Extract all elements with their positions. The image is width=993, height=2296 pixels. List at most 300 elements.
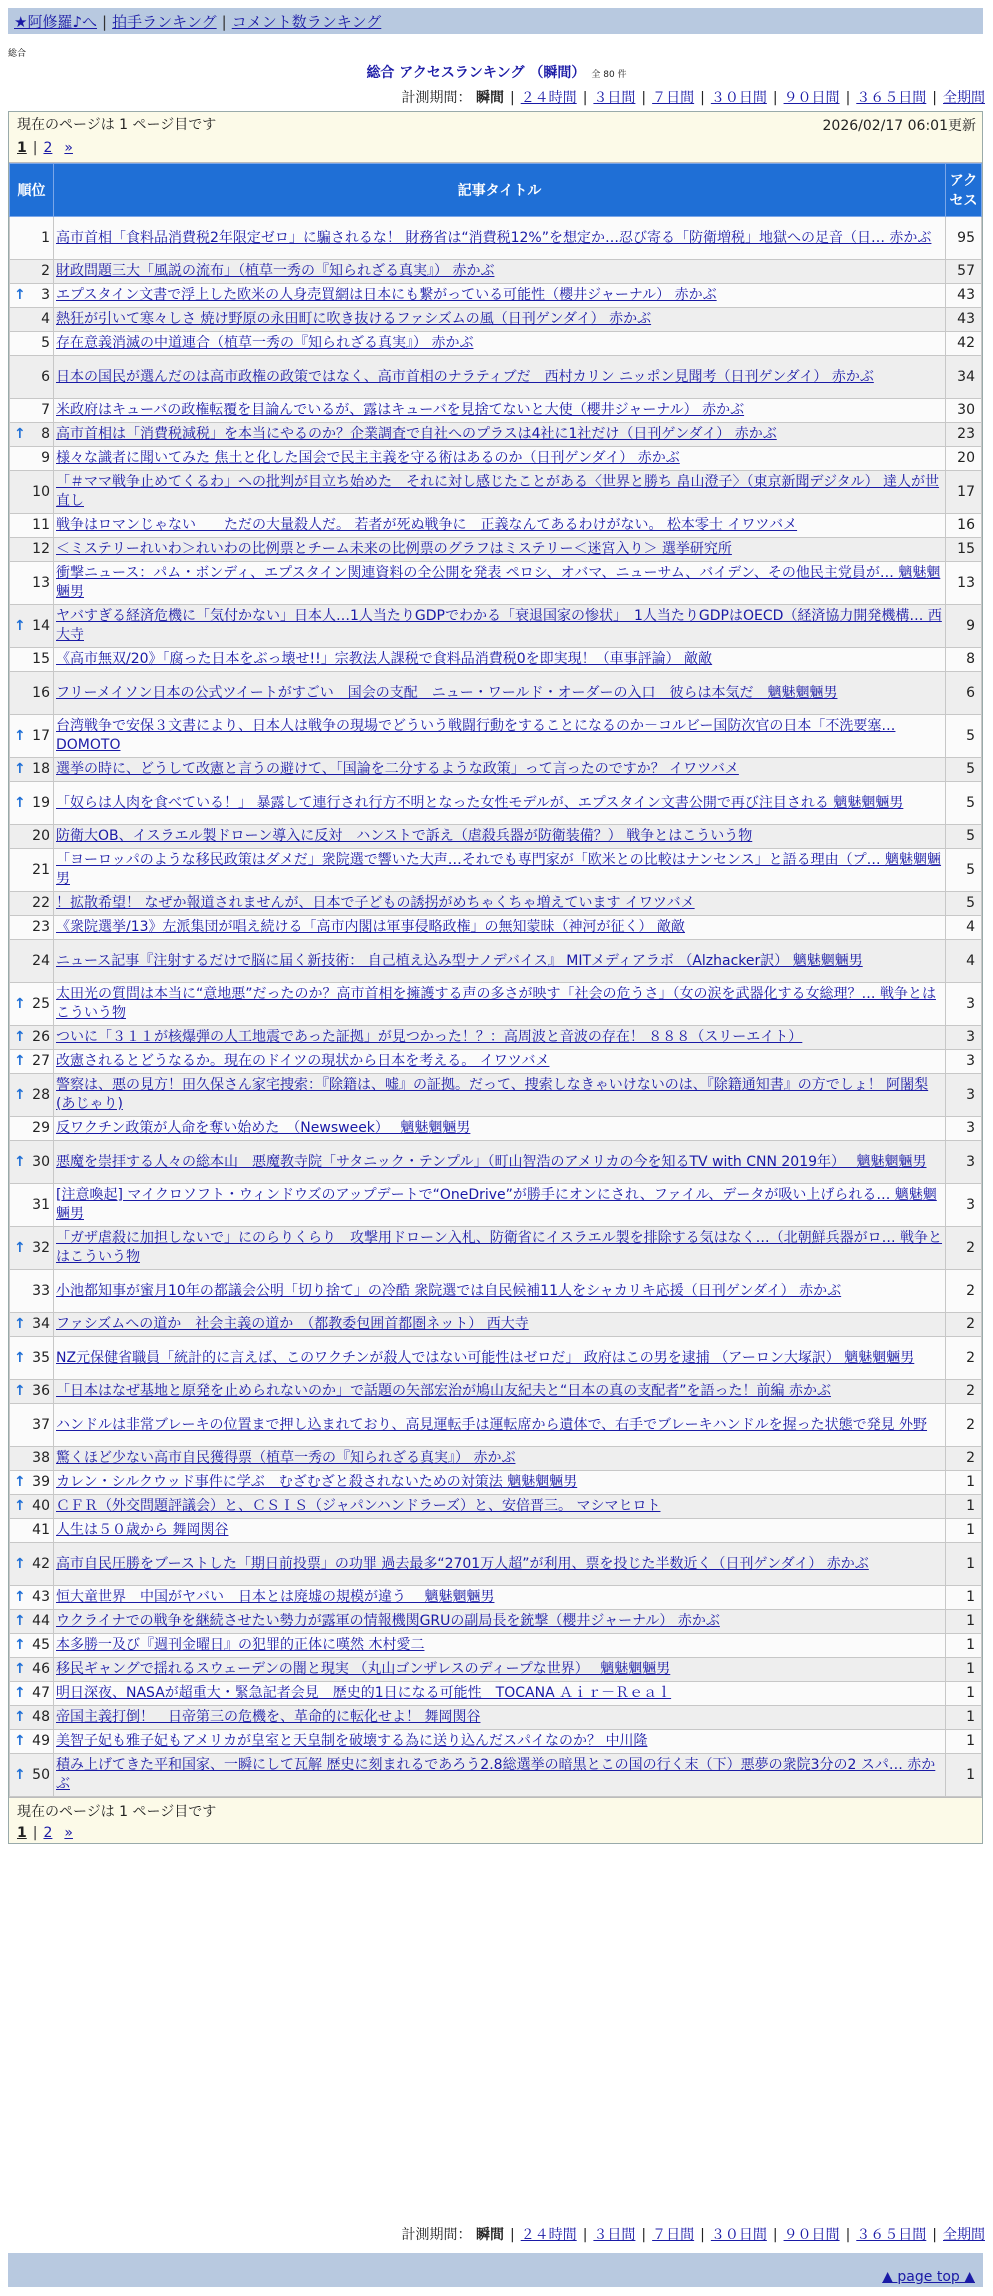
- rank-cell: [10, 399, 54, 423]
- access-count: 17: [946, 471, 982, 514]
- access-count: 1: [946, 1682, 982, 1706]
- access-count: 1: [946, 1519, 982, 1543]
- table-row: [10, 1682, 982, 1706]
- rank-number: 2: [41, 263, 50, 279]
- access-count: 4: [946, 916, 982, 940]
- article-link[interactable]: 小池都知事が蜜月10年の都議会公明「切り捨て」の冷酷 衆院選では自民候補11人をシャカリキ応援（日刊ゲンダイ） 赤かぶ: [56, 1282, 842, 1299]
- article-link[interactable]: 「ヨーロッパのような移民政策はダメだ」衆院選で響いた大声…それでも専門家が「欧米との比較はナンセンス」と語る理由（プ… 魑魅魍魎男: [56, 852, 942, 887]
- arrow-up-icon: ↑: [14, 1474, 26, 1490]
- table-row: [10, 1074, 982, 1117]
- rank-number: 10: [32, 483, 50, 500]
- period-current: 瞬間: [475, 90, 504, 106]
- rank-number: 22: [32, 895, 50, 911]
- table-row: [10, 849, 982, 892]
- article-link[interactable]: ニュース記事『注射するだけで脳に届く新技術： 自己植え込み型ナノデバイス』 MITメディアラボ （Alzhacker訳） 魑魅魍魎男: [56, 952, 863, 969]
- title-cell: [54, 1026, 946, 1050]
- period-link-7d[interactable]: ７日間: [652, 90, 695, 106]
- title-cell: [54, 672, 946, 715]
- rank-cell: [10, 672, 54, 715]
- period-link-all-bottom[interactable]: 全期間: [943, 2227, 985, 2243]
- rank-number: 4: [41, 311, 50, 327]
- article-link[interactable]: 「奴らは人肉を食べている！」 暴露して連行され行方不明となった女性モデルが、エプスタイン文書公開で再び注目される 魑魅魍魎男: [56, 794, 904, 811]
- article-link[interactable]: エプスタイン文書で浮上した欧米の人身売買網は日本にも繋がっている可能性（櫻井ジャーナル） 赤かぶ: [56, 287, 717, 303]
- article-link[interactable]: 「ガザ虐殺に加担しないで」にのらりくらり 攻撃用ドローン入札、防衛省にイスラエル製を排除する気はなく…（北朝鮮兵器がロ… 戦争とはこういう物: [56, 1230, 943, 1265]
- table-row: [10, 1634, 982, 1658]
- rank-number: 34: [32, 1316, 50, 1332]
- title-cell: [54, 1380, 946, 1404]
- article-link[interactable]: 悪魔を崇拝する人々の総本山 悪魔教寺院「サタニック・テンプル」（町山智浩のアメリカの今を知るTV with CNN 2019年） 魑魅魍魎男: [56, 1153, 927, 1170]
- rank-cell: [10, 447, 54, 471]
- access-count: 5: [946, 825, 982, 849]
- pager-top: 1 | 2 »: [17, 140, 73, 156]
- period-link-90d-bottom[interactable]: ９０日間: [783, 2227, 840, 2243]
- rank-number: 8: [41, 426, 50, 442]
- title-cell: [54, 284, 946, 308]
- rank-number: 26: [32, 1029, 50, 1045]
- table-row: [10, 782, 982, 825]
- arrow-up-icon: ↑: [14, 1383, 26, 1399]
- title-cell: [54, 1184, 946, 1227]
- table-row: [10, 1117, 982, 1141]
- rank-number: 3: [41, 287, 50, 303]
- rank-number: 39: [32, 1474, 50, 1490]
- access-count: 3: [946, 1026, 982, 1050]
- article-link[interactable]: 「日本はなぜ基地と原発を止められないのか」で話題の矢部宏治が鳩山友紀夫と“日本の真の支配者”を語った！前編 赤かぶ: [56, 1383, 831, 1399]
- article-link[interactable]: カレン・シルクウッド事件に学ぶ むざむざと殺されないための対策法 魑魅魍魎男: [56, 1474, 578, 1490]
- nav-separator: |: [102, 13, 108, 31]
- ranking-table: [9, 163, 982, 1797]
- page-info-bottom: [9, 1797, 982, 1843]
- table-row: [10, 538, 982, 562]
- title-cell: [54, 1586, 946, 1610]
- table-row: [10, 672, 982, 715]
- rank-number: 43: [32, 1589, 50, 1605]
- table-row: [10, 648, 982, 672]
- title-cell: [54, 1227, 946, 1270]
- article-link[interactable]: 明日深夜、NASAが超重大・緊急記者会見 歴史的1日になる可能性 TOCANA Ａｉｒ－Ｒｅａｌ: [56, 1685, 672, 1701]
- rank-cell: [10, 1658, 54, 1682]
- rank-number: 31: [32, 1196, 50, 1213]
- title-cell: [54, 514, 946, 538]
- title-cell: [54, 1754, 946, 1797]
- period-selector-top: 計測期間： 瞬間 | ２４時間 | ３日間 | ７日間 | ３０日間 | ９０日間 | ３６５日間 | 全期間: [401, 90, 985, 106]
- title-cell: [54, 1519, 946, 1543]
- article-link[interactable]: ヤバすぎる経済危機に「気付かない」日本人…1人当たりGDPでわかる「衰退国家の惨状」 1人当たりGDPはOECD（経済協力開発機構… 西大寺: [56, 608, 942, 643]
- table-row: [10, 356, 982, 399]
- article-link[interactable]: 改憲されるとどうなるか。現在のドイツの現状から日本を考える。 イワツバメ: [56, 1053, 550, 1069]
- rank-number: 38: [32, 1450, 50, 1466]
- access-count: 5: [946, 715, 982, 758]
- title-cell: [54, 1543, 946, 1586]
- nav-link-comment-ranking[interactable]: コメント数ランキング: [231, 13, 382, 31]
- arrow-up-icon: ↑: [14, 1766, 26, 1783]
- title-cell: [54, 1447, 946, 1471]
- article-link[interactable]: 帝国主義打倒！ 日帝第三の危機を、革命的に転化せよ！ 舞岡関谷: [56, 1709, 481, 1725]
- access-count: 2: [946, 1447, 982, 1471]
- access-count: 3: [946, 1141, 982, 1184]
- access-count: 20: [946, 447, 982, 471]
- article-link[interactable]: 熱狂が引いて寒々しさ 焼け野原の永田町に吹き抜けるファシズムの風（日刊ゲンダイ） 赤かぶ: [56, 311, 652, 327]
- article-link[interactable]: 《高市無双/20》「腐った日本をぶっ壊せ!!」宗教法人課税で食料品消費税0を即実現！（車事評論） 敵敵: [56, 651, 713, 667]
- article-link[interactable]: 反ワクチン政策が人命を奪い始めた （Newsweek） 魑魅魍魎男: [56, 1120, 471, 1136]
- rank-number: 19: [32, 794, 50, 811]
- rank-cell: [10, 1634, 54, 1658]
- rank-cell: [10, 1519, 54, 1543]
- access-count: 34: [946, 356, 982, 399]
- table-row: [10, 423, 982, 447]
- title-cell: [54, 916, 946, 940]
- access-count: 9: [946, 605, 982, 648]
- table-row: [10, 715, 982, 758]
- period-link-3d-bottom[interactable]: ３日間: [593, 2227, 636, 2243]
- table-row: [10, 1754, 982, 1797]
- arrow-up-icon: ↑: [14, 426, 26, 442]
- title-cell: [54, 1471, 946, 1495]
- table-row: [10, 758, 982, 782]
- title-cell: [54, 1610, 946, 1634]
- access-count: 3: [946, 1184, 982, 1227]
- table-row: [10, 1447, 982, 1471]
- title-cell: [54, 758, 946, 782]
- rank-cell: [10, 332, 54, 356]
- pager-page-2[interactable]: 2: [43, 140, 53, 156]
- access-count: 2: [946, 1313, 982, 1337]
- article-link[interactable]: 衝撃ニュース：パム・ボンディ、エプスタイン関連資料の全公開を発表 ペロシ、オバマ、ニューサム、バイデン、その他民主党員が… 魑魅魍魎男: [56, 565, 941, 600]
- table-row: [10, 1337, 982, 1380]
- rank-cell: [10, 308, 54, 332]
- page-heading: [0, 62, 993, 82]
- rank-cell: [10, 1730, 54, 1754]
- title-cell: [54, 538, 946, 562]
- table-row: [10, 1610, 982, 1634]
- nav-link-ashura[interactable]: ★阿修羅♪へ: [14, 13, 98, 31]
- rank-number: 46: [32, 1661, 50, 1677]
- rank-cell: [10, 916, 54, 940]
- article-link[interactable]: NZ元保健省職員「統計的に言えば、このワクチンが殺人ではない可能性はゼロだ」 政府はこの男を逮捕 （アーロン大塚訳） 魑魅魍魎男: [56, 1349, 915, 1366]
- rank-cell: [10, 1026, 54, 1050]
- pager-next[interactable]: »: [64, 140, 73, 156]
- arrow-up-icon: ↑: [14, 287, 26, 303]
- article-link[interactable]: ついに「３１１が核爆弾の人工地震であった証拠」が見つかった！？：高周波と音波の存在！ ８８８（スリーエイト）: [56, 1029, 803, 1045]
- period-link-24h[interactable]: ２４時間: [520, 90, 577, 106]
- table-row: [10, 399, 982, 423]
- access-count: 3: [946, 1117, 982, 1141]
- access-count: 3: [946, 1050, 982, 1074]
- access-count: 2: [946, 1270, 982, 1313]
- title-cell: [54, 1141, 946, 1184]
- article-link[interactable]: 様々な識者に聞いてみた 焦土と化した国会で民主主義を守る術はあるのか（日刊ゲンダイ） 赤かぶ: [56, 450, 680, 466]
- access-count: 2: [946, 1227, 982, 1270]
- nav-separator: |: [221, 13, 227, 31]
- table-row: [10, 1026, 982, 1050]
- rank-number: 6: [41, 368, 50, 385]
- access-count: 1: [946, 1706, 982, 1730]
- table-row: [10, 471, 982, 514]
- category-label: 総合: [8, 49, 27, 59]
- access-count: 30: [946, 399, 982, 423]
- table-row: [10, 892, 982, 916]
- article-link[interactable]: 移民ギャングで揺れるスウェーデンの闇と現実 （丸山ゴンザレスのディープな世界） 魑魅魍魎男: [56, 1661, 671, 1677]
- table-header-row: [10, 164, 982, 217]
- article-link[interactable]: 警察は、悪の見方！田久保さん家宅捜索：『除籍は、嘘』の証拠。だって、捜索しなきゃいけないのは、『除籍通知書』の方でしょ！ 阿闍梨(あじゃり): [56, 1077, 929, 1112]
- title-cell: [54, 562, 946, 605]
- article-link[interactable]: 高市自民圧勝をブーストした「期日前投票」の功罪 過去最多“2701万人超”が利用、票を投じた半数近く（日刊ゲンダイ） 赤かぶ: [56, 1555, 869, 1572]
- rank-number: 29: [32, 1120, 50, 1136]
- period-label-bottom: 計測期間：: [401, 2227, 472, 2243]
- arrow-up-icon: ↑: [14, 1316, 26, 1332]
- table-row: [10, 940, 982, 983]
- table-row: [10, 332, 982, 356]
- top-nav-bar: [8, 8, 983, 34]
- rank-cell: [10, 1586, 54, 1610]
- article-link[interactable]: 「＃ママ戦争止めてくるわ」への批判が目立ち始めた それに対し感じたことがある〈世界と勝ち 畠山澄子〉（東京新聞デジタル） 達人が世直し: [56, 474, 940, 509]
- rank-cell: [10, 538, 54, 562]
- title-cell: [54, 332, 946, 356]
- table-row: [10, 217, 982, 260]
- arrow-up-icon: ↑: [14, 727, 26, 744]
- access-count: 1: [946, 1471, 982, 1495]
- rank-cell: [10, 1117, 54, 1141]
- arrow-up-icon: ↑: [14, 617, 26, 634]
- arrow-up-icon: ↑: [14, 1029, 26, 1045]
- nav-link-applause-ranking[interactable]: 拍手ランキング: [112, 13, 217, 31]
- rank-cell: [10, 1471, 54, 1495]
- arrow-up-icon: ↑: [14, 1153, 26, 1170]
- article-link[interactable]: ファシズムへの道か 社会主義の道か （都教委包囲首都圏ネット） 西大寺: [56, 1316, 529, 1332]
- access-count: 1: [946, 1610, 982, 1634]
- title-cell: [54, 1730, 946, 1754]
- article-link[interactable]: 台湾戦争で安保３文書により、日本人は戦争の現場でどういう戦闘行動をすることになるのか－コルビー国防次官の日本「不洗要塞… DOMOTO: [56, 718, 896, 753]
- access-count: 95: [946, 217, 982, 260]
- title-cell: [54, 1404, 946, 1447]
- title-cell: [54, 715, 946, 758]
- rank-cell: [10, 1495, 54, 1519]
- access-count: 3: [946, 983, 982, 1026]
- table-row: [10, 1404, 982, 1447]
- arrow-up-icon: ↑: [14, 1733, 26, 1749]
- table-row: [10, 447, 982, 471]
- access-count: 5: [946, 892, 982, 916]
- page-top-link[interactable]: ▲ page top ▲: [882, 2269, 975, 2285]
- current-page-text: 現在のページは 1 ページ目です: [17, 117, 217, 133]
- access-count: 15: [946, 538, 982, 562]
- article-link[interactable]: 高市首相「食料品消費税2年限定ゼロ」に騙されるな！ 財務省は“消費税12%”を想定か…忍び寄る「防衛増税」地獄への足音（日… 赤かぶ: [56, 229, 932, 246]
- rank-number: 37: [32, 1416, 50, 1433]
- period-link-30d-bottom[interactable]: ３０日間: [710, 2227, 767, 2243]
- rank-cell: [10, 1337, 54, 1380]
- access-count: 23: [946, 423, 982, 447]
- article-link[interactable]: 太田光の質問は本当に“意地悪”だったのか？高市首相を擁護する声の多さが映す「社会の危うさ」（女の涙を武器化する女総理？… 戦争とはこういう物: [56, 986, 936, 1021]
- rank-number: 28: [32, 1086, 50, 1103]
- table-row: [10, 1543, 982, 1586]
- article-link[interactable]: 驚くほど少ない高市自民獲得票（植草一秀の『知られざる真実』） 赤かぶ: [56, 1450, 516, 1466]
- updated-timestamp: 2026/02/17 06:01更新: [822, 118, 976, 134]
- page-info-top: [9, 112, 982, 163]
- article-link[interactable]: 米政府はキューバの政権転覆を目論んでいるが、露はキューバを見捨てないと大使（櫻井ジャーナル） 赤かぶ: [56, 402, 745, 418]
- rank-number: 9: [41, 450, 50, 466]
- title-cell: [54, 1337, 946, 1380]
- access-count: 3: [946, 1074, 982, 1117]
- rank-number: 49: [32, 1733, 50, 1749]
- pager-current-bottom: 1: [17, 1825, 27, 1841]
- rank-cell: [10, 1543, 54, 1586]
- table-row: [10, 1519, 982, 1543]
- rank-number: 45: [32, 1637, 50, 1653]
- rank-cell: [10, 471, 54, 514]
- access-count: 2: [946, 1337, 982, 1380]
- article-link[interactable]: 《衆院選挙/13》左派集団が唱え続ける「高市内閣は軍事侵略政権」の無知蒙昧（神河が征く） 敵敵: [56, 919, 685, 935]
- article-link[interactable]: フリーメイソン日本の公式ツイートがすごい 国会の支配 ニュー・ワールド・オーダーの入口 彼らは本気だ 魑魅魍魎男: [56, 684, 838, 701]
- table-row: [10, 916, 982, 940]
- article-link[interactable]: ハンドルは非常ブレーキの位置まで押し込まれており、高見運転手は運転席から遺体で、右手でブレーキハンドルを握った状態で発見 外野: [56, 1416, 928, 1433]
- article-link[interactable]: 高市首相は「消費税減税」を本当にやるのか？企業調査で自社へのプラスは4社に1社だけ（日刊ゲンダイ） 赤かぶ: [56, 426, 777, 442]
- rank-number: 48: [32, 1709, 50, 1725]
- rank-number: 47: [32, 1685, 50, 1701]
- title-cell: [54, 1313, 946, 1337]
- title-cell: [54, 308, 946, 332]
- rank-number: 40: [32, 1498, 50, 1514]
- pager-page-2-bottom[interactable]: 2: [43, 1825, 53, 1841]
- rank-cell: [10, 1380, 54, 1404]
- rank-number: 7: [41, 402, 50, 418]
- article-link[interactable]: 選挙の時に、どうして改憲と言うの避けて、「国論を二分するような政策」って言ったのですか？ イワツバメ: [56, 761, 739, 777]
- title-cell: [54, 1050, 946, 1074]
- title-cell: [54, 471, 946, 514]
- period-link-24h-bottom[interactable]: ２４時間: [520, 2227, 577, 2243]
- title-cell: [54, 605, 946, 648]
- article-link[interactable]: 本多勝一及び『週刊金曜日』の犯罪的正体に嘆然 木村愛二: [56, 1637, 425, 1653]
- ranking-body: [10, 217, 982, 1797]
- rank-number: 15: [32, 651, 50, 667]
- rank-number: 13: [32, 574, 50, 591]
- access-count: 1: [946, 1658, 982, 1682]
- title-cell: [54, 825, 946, 849]
- arrow-up-icon: ↑: [14, 1498, 26, 1514]
- rank-cell: [10, 1447, 54, 1471]
- access-count: 57: [946, 260, 982, 284]
- title-cell: [54, 940, 946, 983]
- title-cell: [54, 399, 946, 423]
- pager-current: 1: [17, 140, 27, 156]
- pager-next-bottom[interactable]: »: [64, 1825, 73, 1841]
- period-current-bottom: 瞬間: [475, 2227, 504, 2243]
- period-selector-bottom: 計測期間： 瞬間 | ２４時間 | ３日間 | ７日間 | ３０日間 | ９０日間 | ３６５日間 | 全期間: [401, 2227, 985, 2243]
- rank-number: 36: [32, 1383, 50, 1399]
- article-link[interactable]: ウクライナでの戦争を継続させたい勢力が露軍の情報機関GRUの副局長を銃撃（櫻井ジャーナル） 赤かぶ: [56, 1613, 720, 1629]
- period-link-30d[interactable]: ３０日間: [710, 90, 767, 106]
- rank-number: 17: [32, 727, 50, 744]
- table-row: [10, 1706, 982, 1730]
- article-link[interactable]: 美智子妃も雅子妃もアメリカが皇室と天皇制を破壊する為に送り込んだスパイなのか？ 中川隆: [56, 1733, 648, 1749]
- rank-cell: [10, 1313, 54, 1337]
- access-count: 2: [946, 1380, 982, 1404]
- period-link-90d[interactable]: ９０日間: [783, 90, 840, 106]
- article-link[interactable]: 戦争はロマンじゃない ただの大量殺人だ。 若者が死ぬ戦争に 正義なんてあるわけがない。 松本零士 イワツバメ: [56, 517, 798, 533]
- rank-number: 42: [32, 1555, 50, 1572]
- article-link[interactable]: ＣＦＲ（外交問題評議会）と、ＣＳＩＳ（ジャパンハンドラーズ）と、安倍晋三。 マシマヒロト: [56, 1498, 661, 1514]
- rank-number: 16: [32, 684, 50, 701]
- rank-cell: [10, 849, 54, 892]
- table-row: [10, 562, 982, 605]
- article-link[interactable]: ！拡散希望！ なぜか報道されませんが、日本で子どもの誘拐がめちゃくちゃ増えています イワツバメ: [56, 895, 695, 911]
- rank-cell: [10, 1682, 54, 1706]
- rank-cell: [10, 1404, 54, 1447]
- rank-number: 21: [32, 861, 50, 878]
- article-link[interactable]: 恒大童世界 中国がヤバい 日本とは廃墟の規模が違う 魑魅魍魎男: [56, 1589, 495, 1605]
- arrow-up-icon: ↑: [14, 1555, 26, 1572]
- rank-cell: [10, 605, 54, 648]
- title-cell: [54, 983, 946, 1026]
- page-title: 総合 アクセスランキング （瞬間）: [366, 65, 586, 81]
- table-row: [10, 605, 982, 648]
- article-link[interactable]: 日本の国民が選んだのは高市政権の政策ではなく、高市首相のナラティブだ 西村カリン ニッポン見聞考（日刊ゲンダイ） 赤かぶ: [56, 368, 874, 385]
- rank-cell: [10, 1050, 54, 1074]
- period-link-all[interactable]: 全期間: [943, 90, 985, 106]
- table-row: [10, 1730, 982, 1754]
- rank-number: 5: [41, 335, 50, 351]
- pager-bottom: 1 | 2 »: [17, 1825, 73, 1841]
- period-link-7d-bottom[interactable]: ７日間: [652, 2227, 695, 2243]
- article-link[interactable]: [注意喚起] マイクロソフト・ウィンドウズのアップデートで“OneDrive”が勝手にオンにされ、ファイル、データが吸い上げられる… 魑魅魍魎男: [56, 1187, 937, 1222]
- table-row: [10, 260, 982, 284]
- arrow-up-icon: ↑: [14, 1709, 26, 1725]
- table-row: [10, 825, 982, 849]
- rank-cell: [10, 1227, 54, 1270]
- period-label: 計測期間：: [401, 90, 472, 106]
- rank-number: 18: [32, 761, 50, 777]
- title-cell: [54, 892, 946, 916]
- title-cell: [54, 447, 946, 471]
- article-link[interactable]: 防衛大OB、イスラエル製ドローン導入に反対 ハンストで訴え（虐殺兵器が防衛装備？） 戦争とはこういう物: [56, 828, 753, 844]
- header-title: 記事タイトル: [54, 164, 946, 217]
- article-link[interactable]: 存在意義消滅の中道連合（植草一秀の『知られざる真実』） 赤かぶ: [56, 335, 474, 351]
- header-rank: 順位: [10, 164, 54, 217]
- arrow-up-icon: ↑: [14, 1589, 26, 1605]
- table-row: [10, 1270, 982, 1313]
- arrow-up-icon: ↑: [14, 1661, 26, 1677]
- access-count: 1: [946, 1730, 982, 1754]
- table-row: [10, 1471, 982, 1495]
- article-link[interactable]: 積み上げてきた平和国家、一瞬にして瓦解 歴史に刻まれるであろう2.8総選挙の暗黒とこの国の行く末（下）悪夢の衆院3分の2 スパ… 赤かぶ: [56, 1757, 936, 1792]
- rank-cell: [10, 983, 54, 1026]
- rank-cell: [10, 1074, 54, 1117]
- access-count: 16: [946, 514, 982, 538]
- table-row: [10, 1050, 982, 1074]
- arrow-up-icon: ↑: [14, 1086, 26, 1103]
- period-link-365d[interactable]: ３６５日間: [856, 90, 927, 106]
- current-page-text-bottom: 現在のページは 1 ページ目です: [17, 1804, 217, 1820]
- rank-cell: [10, 648, 54, 672]
- rank-cell: [10, 1270, 54, 1313]
- period-link-365d-bottom[interactable]: ３６５日間: [856, 2227, 927, 2243]
- title-cell: [54, 849, 946, 892]
- table-row: [10, 308, 982, 332]
- title-cell: [54, 1117, 946, 1141]
- title-cell: [54, 1634, 946, 1658]
- access-count: 6: [946, 672, 982, 715]
- article-link[interactable]: 財政問題三大「風説の流布」（植草一秀の『知られざる真実』） 赤かぶ: [56, 263, 495, 279]
- article-link[interactable]: ＜ミステリーれいわ＞れいわの比例票とチーム未来の比例票のグラフはミステリー＜迷宮入り＞ 選挙研究所: [56, 541, 732, 557]
- access-count: 42: [946, 332, 982, 356]
- article-link[interactable]: 人生は５０歳から 舞岡関谷: [56, 1522, 229, 1538]
- title-cell: [54, 648, 946, 672]
- rank-cell: [10, 1141, 54, 1184]
- rank-cell: [10, 284, 54, 308]
- table-row: [10, 1184, 982, 1227]
- rank-cell: [10, 260, 54, 284]
- rank-number: 1: [41, 229, 50, 246]
- period-link-3d[interactable]: ３日間: [593, 90, 636, 106]
